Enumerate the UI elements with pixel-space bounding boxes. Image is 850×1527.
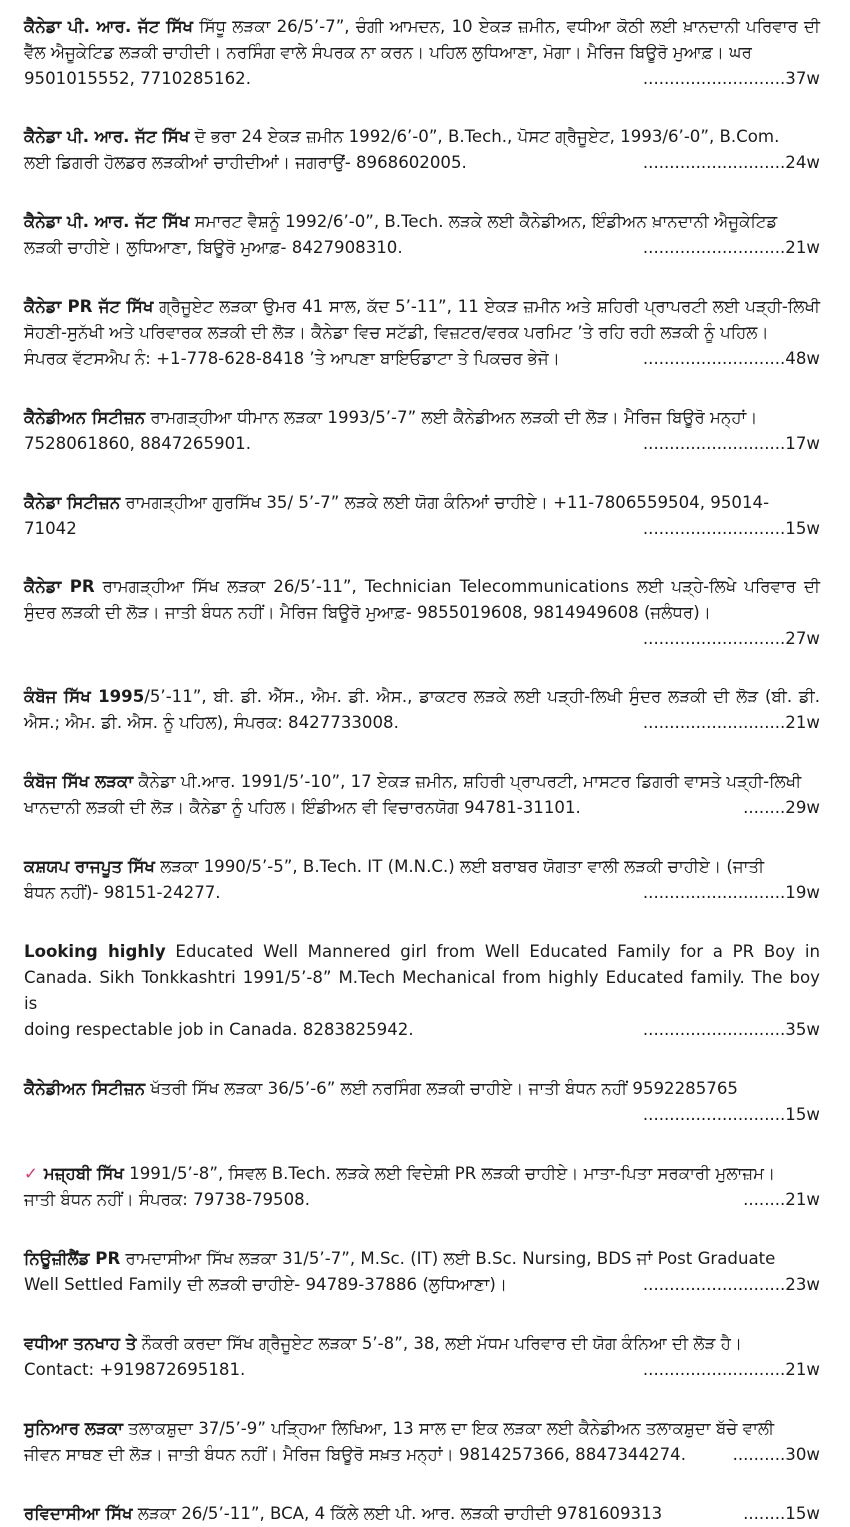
ad-body: /5’-11”, ਬੀ. ਡੀ. ਐੱਸ., ਐਮ. ਡੀ. ਐਸ., ਡਾਕਟਰ ਲੜਕੇ ਲਈ ਪੜ੍ਹੀ-ਲਿਖੀ ਸੁੰਦਰ ਲੜਕੀ ਦੀ ਲੋੜ (ਬੀ. ਡੀ. ਐਸ.; ਐਮ. ਡੀ. ਐਸ. ਨੂੰ ਪਹਿਲ), ਸੰਪਰਕ:: [24, 687, 820, 732]
ad-code: ...........................21w: [642, 1360, 820, 1379]
classified-ad: [24, 294, 820, 372]
ad-code: ...........................48w: [642, 349, 820, 368]
ad-lead: ਕੈਨੇਡਾ PR: [24, 577, 95, 596]
classified-ad: [24, 405, 820, 457]
ad-code: ...........................35w: [642, 1020, 820, 1039]
ad-last-line: ਸੰਪਰਕ ਵੱਟਸਐਪ ਨੰ: +1-778-628-8418 ’ਤੇ ਆਪਣਾ ਬਾਇਓਡਾਟਾ ਤੇ ਪਿਕਚਰ ਭੇਜੋ।: [24, 349, 560, 368]
check-icon: ✓: [24, 1164, 38, 1183]
ad-body: ਨੌਕਰੀ ਕਰਦਾ ਸਿੱਖ ਗ੍ਰੈਜੂਏਟ ਲੜਕਾ 5’-8”, 38, ਲਈ ਮੱਧਮ ਪਰਿਵਾਰ ਦੀ ਯੋਗ ਕੰਨਿਆ ਦੀ ਲੋੜ ਹੈ।: [136, 1334, 743, 1353]
ad-code: ...........................19w: [642, 883, 820, 902]
ad-last-line: ਖਾਨਦਾਨੀ ਲੜਕੀ ਦੀ ਲੋੜ। ਕੈਨੇਡਾ ਨੂੰ ਪਹਿਲ। ਇੰਡੀਅਨ ਵੀ ਵਿਚਾਰਨਯੋਗ 94781-31101.: [24, 798, 581, 817]
ad-lead: ਕੈਨੇਡਾ ਪੀ. ਆਰ. ਜੱਟ ਸਿੱਖ: [24, 17, 194, 36]
ad-lead: ਕੈਨੇਡਾ ਸਿਟੀਜ਼ਨ: [24, 493, 121, 512]
ad-body: ਤਲਾਕਸ਼ੁਦਾ 37/5’-9” ਪੜ੍ਹਿਆ ਲਿਖਿਆ, 13 ਸਾਲ ਦਾ ਇਕ ਲੜਕਾ ਲਈ ਕੈਨੇਡੀਅਨ ਤਲਾਕਸ਼ੁਦਾ ਬੱਚੇ ਵਾਲੀ: [123, 1419, 775, 1438]
classified-ad: [24, 209, 820, 261]
ad-lead: ਵਧੀਆ ਤਨਖਾਹ ਤੇ: [24, 1334, 137, 1353]
ad-lead: ਕਸ਼ਯਪ ਰਾਜਪੂਤ ਸਿੱਖ: [24, 857, 155, 876]
classified-ad: [24, 1161, 820, 1213]
classified-ad: [24, 1416, 820, 1468]
classified-ad: [24, 854, 820, 906]
classified-ad: [24, 490, 820, 542]
ad-code: ...........................17w: [642, 434, 820, 453]
classified-ad: [24, 124, 820, 176]
ad-body: Educated Well Mannered girl from Well Educated Family for a PR Boy in Canada. Sikh Tonkkashtri 1991/5’-8” M.Tech Mechanical from highly Educated family. The boy is: [24, 942, 821, 1013]
ad-lead: ਸੁਨਿਆਰ ਲੜਕਾ: [24, 1419, 124, 1438]
classified-ad: [24, 1076, 820, 1128]
ad-body: ਸਿੱਧੂ ਲੜਕਾ 26/5’-7”, ਚੰਗੀ ਆਮਦਨ, 10 ਏਕੜ ਜ਼ਮੀਨ, ਵਧੀਆ ਕੋਠੀ ਲਈ ਖ਼ਾਨਦਾਨੀ ਪਰਿਵਾਰ ਦੀ ਵੈੱਲ ਐਜੂਕੇਟਿਡ ਲੜਕੀ ਚਾਹੀਦੀ। ਨਰਸਿੰਗ ਵਾਲੇ ਸੰਪਰਕ ਨਾ ਕਰਨ। ਪਹਿਲ ਲੁਧਿਆਣਾ, ਮੋਗਾ। ਮੈਰਿਜ ਬਿਊਰੋ ਮੁਆਫ਼। ਘਰ: [24, 17, 820, 62]
ad-code: ........21w: [743, 1190, 820, 1209]
ad-last-line: doing respectable job in Canada. 8283825942.: [24, 1020, 414, 1039]
ad-lead: Looking highly: [24, 942, 166, 961]
classified-ad: [24, 14, 820, 92]
ad-lead: ਨਿਊਜ਼ੀਲੈਂਡ PR: [24, 1249, 121, 1268]
ad-last-line: Well Settled Family ਦੀ ਲੜਕੀ ਚਾਹੀਏ- 94789-37886 (ਲੁਧਿਆਣਾ)।: [24, 1275, 508, 1294]
ad-lead: ਕੈਨੇਡੀਅਨ ਸਿਟੀਜ਼ਨ: [24, 1079, 146, 1098]
ad-lead: ਕੈਨੇਡਾ PR ਜੱਟ ਸਿੱਖ: [24, 297, 154, 316]
ad-code: ...........................23w: [642, 1275, 820, 1294]
ad-code: ........15w: [743, 1504, 820, 1523]
ad-lead: ਕੈਨੇਡਾ ਪੀ. ਆਰ. ਜੱਟ ਸਿੱਖ: [24, 212, 190, 231]
ad-code: ...........................37w: [642, 69, 820, 88]
ad-body: ਸਮਾਰਟ ਵੈਸ਼ਨੂੰ 1992/6’-0”, B.Tech. ਲੜਕੇ ਲਈ ਕੈਨੇਡੀਅਨ, ਇੰਡੀਅਨ ਖ਼ਾਨਦਾਨੀ ਐਜੂਕੇਟਿਡ: [189, 212, 778, 231]
ad-last-line: ਜਾਤੀ ਬੰਧਨ ਨਹੀਂ। ਸੰਪਰਕ: 79738-79508.: [24, 1190, 310, 1209]
ad-body: 1991/5’-8”, ਸਿਵਲ B.Tech. ਲੜਕੇ ਲਈ ਵਿਦੇਸ਼ੀ PR ਲੜਕੀ ਚਾਹੀਏ। ਮਾਤਾ-ਪਿਤਾ ਸਰਕਾਰੀ ਮੁਲਾਜ਼ਮ।: [123, 1164, 776, 1183]
ad-last-line: Contact: +919872695181.: [24, 1360, 246, 1379]
ad-lead: ਕੰਬੋਜ ਸਿੱਖ 1995: [24, 687, 145, 706]
ad-last-line: 7528061860, 8847265901.: [24, 434, 251, 453]
ad-code: ...........................24w: [642, 153, 820, 172]
classified-ad: [24, 1501, 820, 1527]
classified-ad: [24, 1246, 820, 1298]
ad-lead: ਕੈਨੇਡਾ ਪੀ. ਆਰ. ਜੱਟ ਸਿੱਖ: [24, 127, 190, 146]
ad-last-line: 9501015552, 7710285162.: [24, 69, 251, 88]
classified-ad: [24, 574, 820, 652]
ad-last-line: ਜੀਵਨ ਸਾਥਣ ਦੀ ਲੋੜ। ਜਾਤੀ ਬੰਧਨ ਨਹੀਂ। ਮੈਰਿਜ ਬਿਊਰੋ ਸਖ਼ਤ ਮਨ੍ਹਾਂ। 9814257366, 8847344274.: [24, 1445, 686, 1464]
classified-ad: [24, 684, 820, 736]
ad-lead: ਮਜ਼੍ਹਬੀ ਸਿੱਖ: [43, 1164, 124, 1183]
ad-body: ਲੜਕਾ 1990/5’-5”, B.Tech. IT (M.N.C.) ਲਈ ਬਰਾਬਰ ਯੋਗਤਾ ਵਾਲੀ ਲੜਕੀ ਚਾਹੀਏ। (ਜਾਤੀ: [154, 857, 765, 876]
ad-code: ...........................21w: [642, 713, 820, 732]
ad-body: ਦੋ ਭਰਾ 24 ਏਕੜ ਜ਼ਮੀਨ 1992/6’-0”, B.Tech., ਪੋਸਟ ਗ੍ਰੈਜੂਏਟ, 1993/6’-0”, B.Com.: [189, 127, 780, 146]
ad-code: ...........................15w: [642, 1105, 820, 1124]
ad-last-line: ਲਈ ਡਿਗਰੀ ਹੋਲਡਰ ਲੜਕੀਆਂ ਚਾਹੀਦੀਆਂ। ਜਗਰਾਉਂ- 8968602005.: [24, 153, 467, 172]
ad-lead: ਕੰਬੋਜ ਸਿੱਖ ਲੜਕਾ: [24, 772, 134, 791]
ad-body: ਰਾਮਗੜ੍ਹੀਆ ਧੀਮਾਨ ਲੜਕਾ 1993/5’-7” ਲਈ ਕੈਨੇਡੀਅਨ ਲੜਕੀ ਦੀ ਲੋੜ। ਮੈਰਿਜ ਬਿਊਰੋ ਮਨ੍ਹਾਂ।: [145, 408, 758, 427]
ad-lead: ਰਵਿਦਾਸੀਆ ਸਿੱਖ: [24, 1504, 133, 1523]
ad-last-line: ਬੰਧਨ ਨਹੀਂ)- 98151-24277.: [24, 883, 221, 902]
ad-body: ਰਾਮਦਾਸੀਆ ਸਿੱਖ ਲੜਕਾ 31/5’-7”, M.Sc. (IT) ਲਈ B.Sc. Nursing, BDS ਜਾਂ Post Graduate: [120, 1249, 776, 1268]
ad-body: ਕੈਨੇਡਾ ਪੀ.ਆਰ. 1991/5’-10”, 17 ਏਕੜ ਜ਼ਮੀਨ, ਸ਼ਹਿਰੀ ਪ੍ਰਾਪਰਟੀ, ਮਾਸਟਰ ਡਿਗਰੀ ਵਾਸਤੇ ਪੜ੍ਹੀ-ਲਿਖੀ: [133, 772, 802, 791]
ad-body: ਰਾਮਗੜ੍ਹੀਆ ਗੁਰਸਿੱਖ 35/ 5’-7” ਲੜਕੇ ਲਈ ਯੋਗ ਕੰਨਿਆਂ ਚਾਹੀਏ। +11-7806559504, 95014-: [120, 493, 770, 512]
ad-body: ਖੱਤਰੀ ਸਿੱਖ ਲੜਕਾ 36/5’-6” ਲਈ ਨਰਸਿੰਗ ਲੜਕੀ ਚਾਹੀਏ। ਜਾਤੀ ਬੰਧਨ ਨਹੀਂ 9592285765: [145, 1079, 738, 1098]
ad-code: ...........................21w: [642, 238, 820, 257]
ad-code: ..........30w: [732, 1445, 820, 1464]
ad-last-line: 8427733008.: [288, 713, 399, 732]
ad-last-line: ਲੜਕਾ 26/5’-11”, BCA, 4 ਕਿੱਲੇ ਲਈ ਪੀ. ਆਰ. ਲੜਕੀ ਚਾਹੀਦੀ 9781609313: [137, 1504, 663, 1523]
ad-lead: ਕੈਨੇਡੀਅਨ ਸਿਟੀਜ਼ਨ: [24, 408, 146, 427]
ad-body: ਰਾਮਗੜ੍ਹੀਆ ਸਿੱਖ ਲੜਕਾ 26/5’-11”, Technician Telecommunications ਲਈ ਪੜ੍ਹੇ-ਲਿਖੇ ਪਰਿਵਾਰ ਦੀ ਸੁੰਦਰ ਲੜਕੀ ਦੀ ਲੋੜ। ਜਾਤੀ ਬੰਧਨ ਨਹੀਂ। ਮੈਰਿਜ ਬਿਊਰੋ ਮੁਆਫ਼- 9855019608, 9814949608 (ਜਲੰਧਰ)।: [24, 577, 820, 622]
classified-ad: [24, 1331, 820, 1383]
classified-ad: [24, 769, 820, 821]
ad-last-line: ਲੜਕੀ ਚਾਹੀਏ। ਲੁਧਿਆਣਾ, ਬਿਊਰੋ ਮੁਆਫ਼- 8427908310.: [24, 238, 403, 257]
ad-code: ...........................27w: [642, 629, 820, 648]
ad-code: ...........................15w: [642, 519, 820, 538]
classified-ad: [24, 939, 820, 1043]
ad-body: ਗ੍ਰੈਜੂਏਟ ਲੜਕਾ ਉਮਰ 41 ਸਾਲ, ਕੱਦ 5’-11”, 11 ਏਕੜ ਜ਼ਮੀਨ ਅਤੇ ਸ਼ਹਿਰੀ ਪ੍ਰਾਪਰਟੀ ਲਈ ਪੜ੍ਹੀ-ਲਿਖੀ ਸੋਹਣੀ-ਸੁਨੱਖੀ ਅਤੇ ਪਰਿਵਾਰਕ ਲੜਕੀ ਦੀ ਲੋੜ। ਕੈਨੇਡਾ ਵਿਚ ਸਟੱਡੀ, ਵਿਜ਼ਟਰ/ਵਰਕ ਪਰਮਿਟ ’ਤੇ ਰਹਿ ਰਹੀ ਲੜਕੀ ਨੂੰ ਪਹਿਲ।: [24, 297, 820, 342]
ad-last-line: 71042: [24, 519, 77, 538]
ad-code: ........29w: [743, 798, 820, 817]
